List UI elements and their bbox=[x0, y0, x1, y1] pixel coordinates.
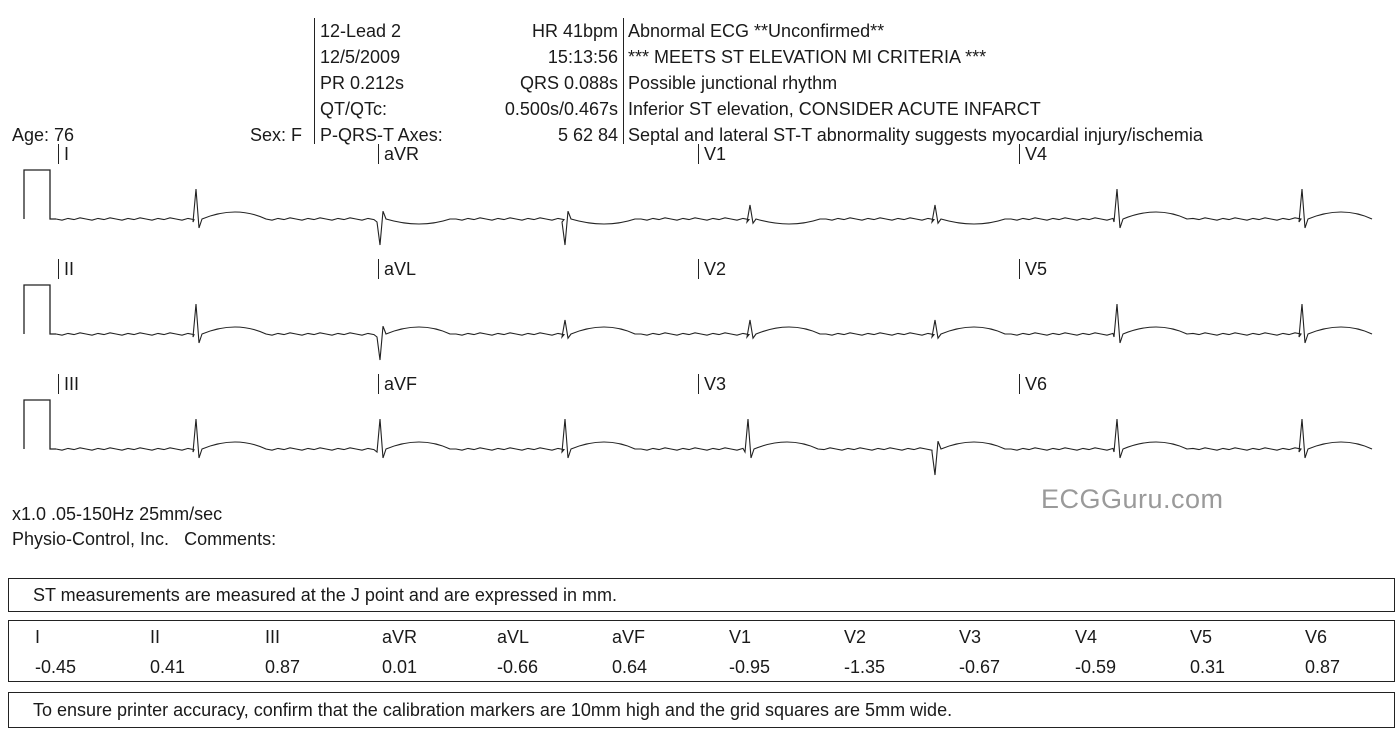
qt-values: 0.500s/0.467s bbox=[504, 99, 618, 119]
st-lead-V2: V2 bbox=[844, 627, 867, 647]
interpretation-line-3: Possible junctional rhythm bbox=[628, 73, 838, 93]
record-date: 12/5/2009 bbox=[320, 47, 401, 67]
interpretation-line-4: Inferior ST elevation, CONSIDER ACUTE INFARCT bbox=[628, 99, 1041, 119]
watermark: ECGGuru.com bbox=[1041, 484, 1224, 514]
st-info-text: ST measurements are measured at the J point and are expressed in mm. bbox=[33, 585, 617, 605]
interpretation-line-2: *** MEETS ST ELEVATION MI CRITERIA *** bbox=[628, 47, 987, 67]
st-value-II: 0.41 bbox=[150, 657, 186, 677]
calibration-marker-row1 bbox=[24, 170, 56, 219]
lead-label-V5: V5 bbox=[1019, 259, 1047, 279]
lead-label-II: II bbox=[58, 259, 74, 279]
lead-label-V1: V1 bbox=[698, 144, 726, 164]
axes-label: P-QRS-T Axes: bbox=[320, 125, 443, 145]
st-value-V5: 0.31 bbox=[1190, 657, 1226, 677]
patient-age: Age: 76 bbox=[12, 125, 75, 145]
interpretation-line-1: Abnormal ECG **Unconfirmed** bbox=[628, 21, 885, 41]
ecg-row-3 bbox=[56, 419, 1372, 475]
st-lead-III: III bbox=[265, 627, 281, 647]
st-value-aVR: 0.01 bbox=[382, 657, 418, 677]
device-comments: Physio-Control, Inc. Comments: bbox=[12, 529, 277, 549]
pr-interval: PR 0.212s bbox=[320, 73, 405, 93]
st-value-V4: -0.59 bbox=[1075, 657, 1117, 677]
heart-rate: HR 41bpm bbox=[531, 21, 618, 41]
lead-label-V3: V3 bbox=[698, 374, 726, 394]
lead-label-III: III bbox=[58, 374, 79, 394]
patient-sex: Sex: F bbox=[250, 125, 303, 145]
lead-label-V6: V6 bbox=[1019, 374, 1047, 394]
calibration-note-box bbox=[8, 692, 1395, 728]
lead-label-I: I bbox=[58, 144, 69, 164]
st-lead-V1: V1 bbox=[729, 627, 752, 647]
lead-config: 12-Lead 2 bbox=[320, 21, 402, 41]
st-lead-V3: V3 bbox=[959, 627, 982, 647]
calibration-marker-row2 bbox=[24, 285, 56, 334]
st-lead-II: II bbox=[150, 627, 161, 647]
filter-settings: x1.0 .05-150Hz 25mm/sec bbox=[12, 504, 223, 524]
calibration-marker-row3 bbox=[24, 400, 56, 449]
lead-label-V4: V4 bbox=[1019, 144, 1047, 164]
st-info-box bbox=[8, 578, 1395, 612]
st-lead-aVF: aVF bbox=[612, 627, 646, 647]
ecg-row-2 bbox=[56, 304, 1372, 360]
qt-label: QT/QTc: bbox=[320, 99, 387, 119]
st-value-I: -0.45 bbox=[35, 657, 77, 677]
lead-label-aVR: aVR bbox=[378, 144, 419, 164]
st-measurements-table bbox=[8, 620, 1395, 682]
calibration-note: To ensure printer accuracy, confirm that the calibration markers are 10mm high and the grid squares are 5mm wide. bbox=[33, 700, 953, 720]
lead-label-V2: V2 bbox=[698, 259, 726, 279]
axes-values: 5 62 84 bbox=[557, 125, 618, 145]
lead-label-aVF: aVF bbox=[378, 374, 417, 394]
st-value-aVF: 0.64 bbox=[612, 657, 648, 677]
ecg-row-1 bbox=[56, 189, 1372, 245]
st-value-V2: -1.35 bbox=[844, 657, 886, 677]
st-value-aVL: -0.66 bbox=[497, 657, 539, 677]
qrs-duration: QRS 0.088s bbox=[519, 73, 618, 93]
lead-label-aVL: aVL bbox=[378, 259, 416, 279]
st-value-V1: -0.95 bbox=[729, 657, 771, 677]
st-lead-aVR: aVR bbox=[382, 627, 418, 647]
st-lead-V5: V5 bbox=[1190, 627, 1213, 647]
record-time: 15:13:56 bbox=[547, 47, 618, 67]
st-lead-aVL: aVL bbox=[497, 627, 530, 647]
st-value-V6: 0.87 bbox=[1305, 657, 1341, 677]
interpretation-line-5: Septal and lateral ST-T abnormality suggests myocardial injury/ischemia bbox=[628, 125, 1203, 145]
st-lead-V6: V6 bbox=[1305, 627, 1328, 647]
st-value-V3: -0.67 bbox=[959, 657, 1001, 677]
st-value-III: 0.87 bbox=[265, 657, 301, 677]
st-lead-V4: V4 bbox=[1075, 627, 1098, 647]
st-lead-I: I bbox=[35, 627, 41, 647]
